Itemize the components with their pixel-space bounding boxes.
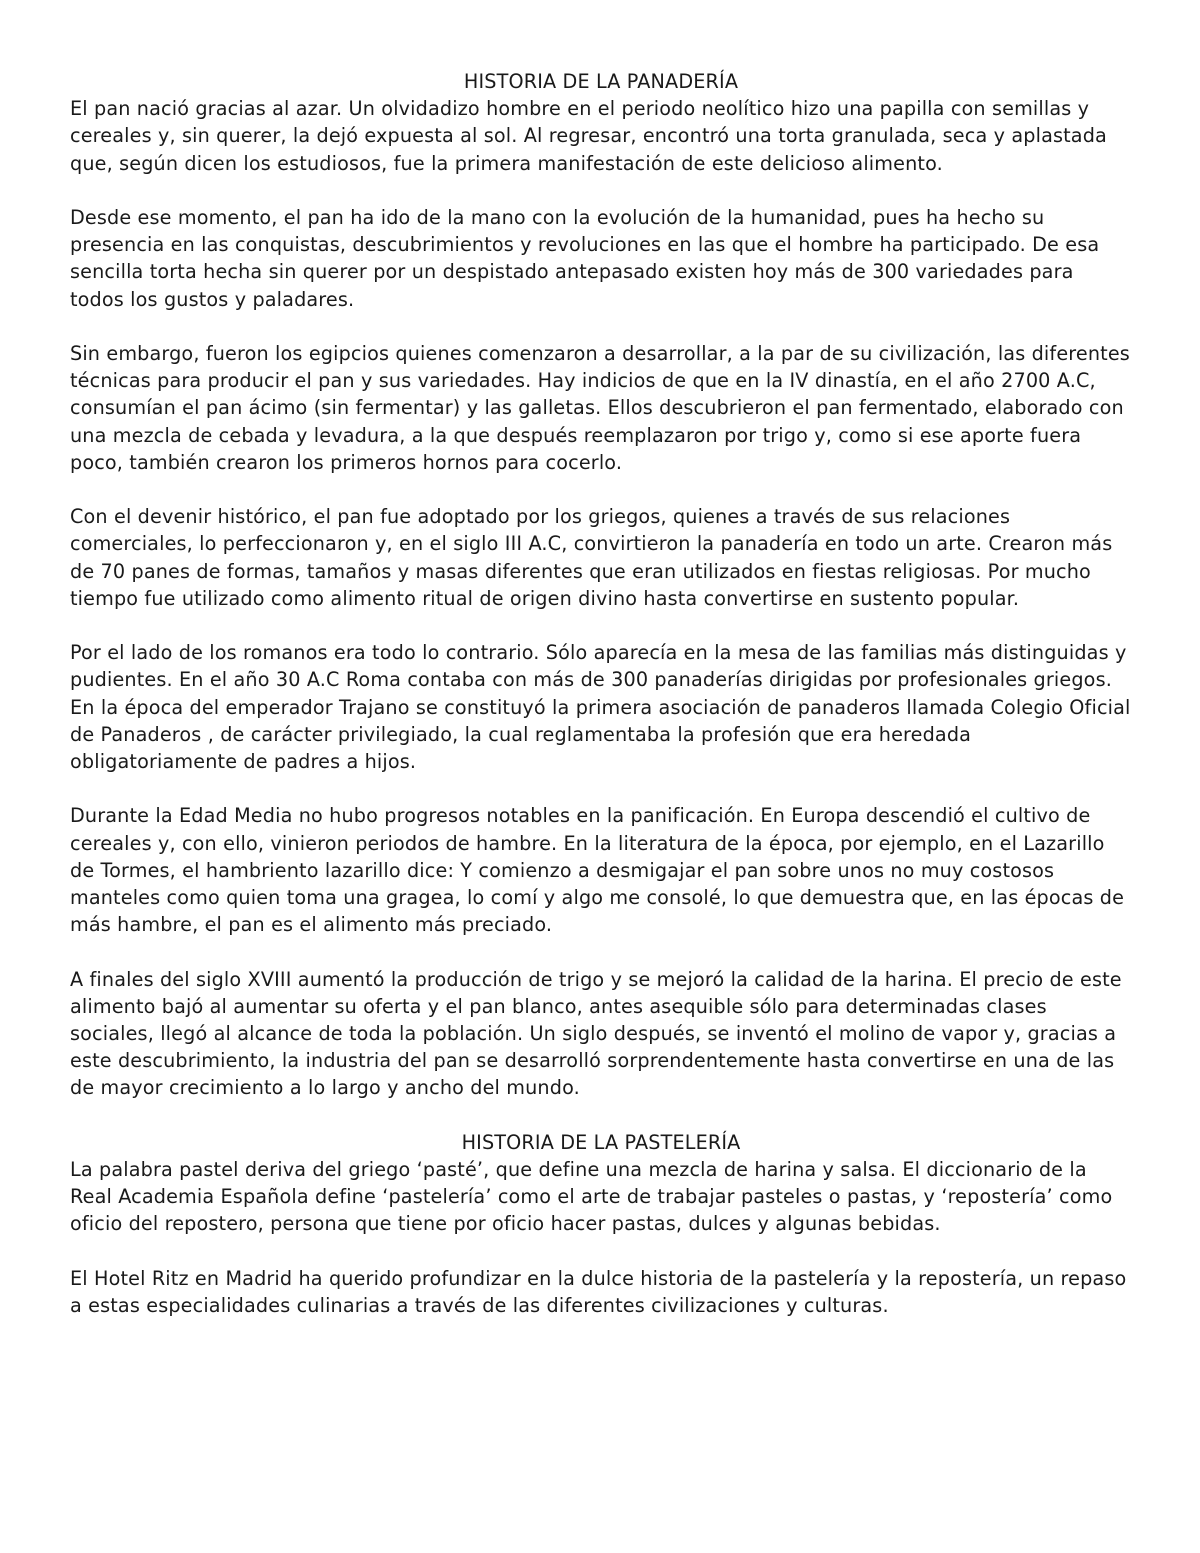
section-heading: HISTORIA DE LA PASTELERÍA: [461, 1130, 741, 1154]
paragraph: El pan nació gracias al azar. Un olvidadizo hombre en el periodo neolítico hizo una papilla con semillas y cereales y, sin querer, la dejó expuesta al sol. Al regresar, encontró una torta granulada, seca y aplastada que, según dicen los estudiosos, fue la primera manifestación de este delicioso alimento.: [70, 97, 1107, 175]
paragraph: Durante la Edad Media no hubo progresos notables en la panificación. En Europa descendió el cultivo de cereales y, con ello, vinieron periodos de hambre. En la literatura de la época, por ejemplo, en el Lazarillo de Tormes, el hambriento lazarillo dice: Y comienzo a desmigajar el pan sobre unos no muy costosos manteles como quien toma una gragea, lo comí y algo me consolé, lo que demuestra que, en las épocas de más hambre, el pan es el alimento más preciado.: [70, 804, 1125, 937]
paragraph: El Hotel Ritz en Madrid ha querido profundizar en la dulce historia de la pastelería y la repostería, un repaso a estas especialidades culinarias a través de las diferentes civilizaciones y culturas.: [70, 1266, 1127, 1318]
section-panaderia: [70, 68, 1132, 1102]
paragraph: La palabra pastel deriva del griego ‘pasté’, que define una mezcla de harina y salsa. El diccionario de la Real Academia Española define ‘pastelería’ como el arte de trabajar pasteles o pastas, y ‘repostería’ como oficio del repostero, persona que tiene por oficio hacer pastas, dulces y algunas bebidas.: [70, 1158, 1113, 1236]
section-pasteleria: [70, 1129, 1132, 1319]
paragraph: Por el lado de los romanos era todo lo contrario. Sólo aparecía en la mesa de las familias más distinguidas y pudientes. En el año 30 A.C Roma contaba con más de 300 panaderías dirigidas por profesionales griegos. En la época del emperador Trajano se constituyó la primera asociación de panaderos llamada Colegio Oficial de Panaderos , de carácter privilegiado, la cual reglamentaba la profesión que era heredada obligatoriamente de padres a hijos.: [70, 641, 1131, 774]
paragraph: Con el devenir histórico, el pan fue adoptado por los griegos, quienes a través de sus relaciones comerciales, lo perfeccionaron y, en el siglo III A.C, convirtieron la panadería en todo un arte. Crearon más de 70 panes de formas, tamaños y masas diferentes que eran utilizados en fiestas religiosas. Por mucho tiempo fue utilizado como alimento ritual de origen divino hasta convertirse en sustento popular.: [70, 505, 1113, 610]
document-body: [70, 68, 1132, 1319]
paragraph: Desde ese momento, el pan ha ido de la mano con la evolución de la humanidad, pues ha hecho su presencia en las conquistas, descubrimientos y revoluciones en las que el hombre ha participado. De esa sencilla torta hecha sin querer por un despistado antepasado existen hoy más de 300 variedades para todos los gustos y paladares.: [70, 206, 1100, 311]
paragraph: Sin embargo, fueron los egipcios quienes comenzaron a desarrollar, a la par de su civilización, las diferentes técnicas para producir el pan y sus variedades. Hay indicios de que en la IV dinastía, en el año 2700 A.C, consumían el pan ácimo (sin fermentar) y las galletas. Ellos descubrieron el pan fermentado, elaborado con una mezcla de cebada y levadura, a la que después reemplazaron por trigo y, como si ese aporte fuera poco, también crearon los primeros hornos para cocerlo.: [70, 342, 1130, 474]
section-heading: HISTORIA DE LA PANADERÍA: [463, 70, 739, 93]
paragraph: A finales del siglo XVIII aumentó la producción de trigo y se mejoró la calidad de la harina. El precio de este alimento bajó al aumentar su oferta y el pan blanco, antes asequible sólo para determinadas clases sociales, llegó al alcance de toda la población. Un siglo después, se inventó el molino de vapor y, gracias a este descubrimiento, la industria del pan se desarrolló sorprendentemente hasta convertirse en una de las de mayor crecimiento a lo largo y ancho del mundo.: [70, 967, 1122, 1100]
